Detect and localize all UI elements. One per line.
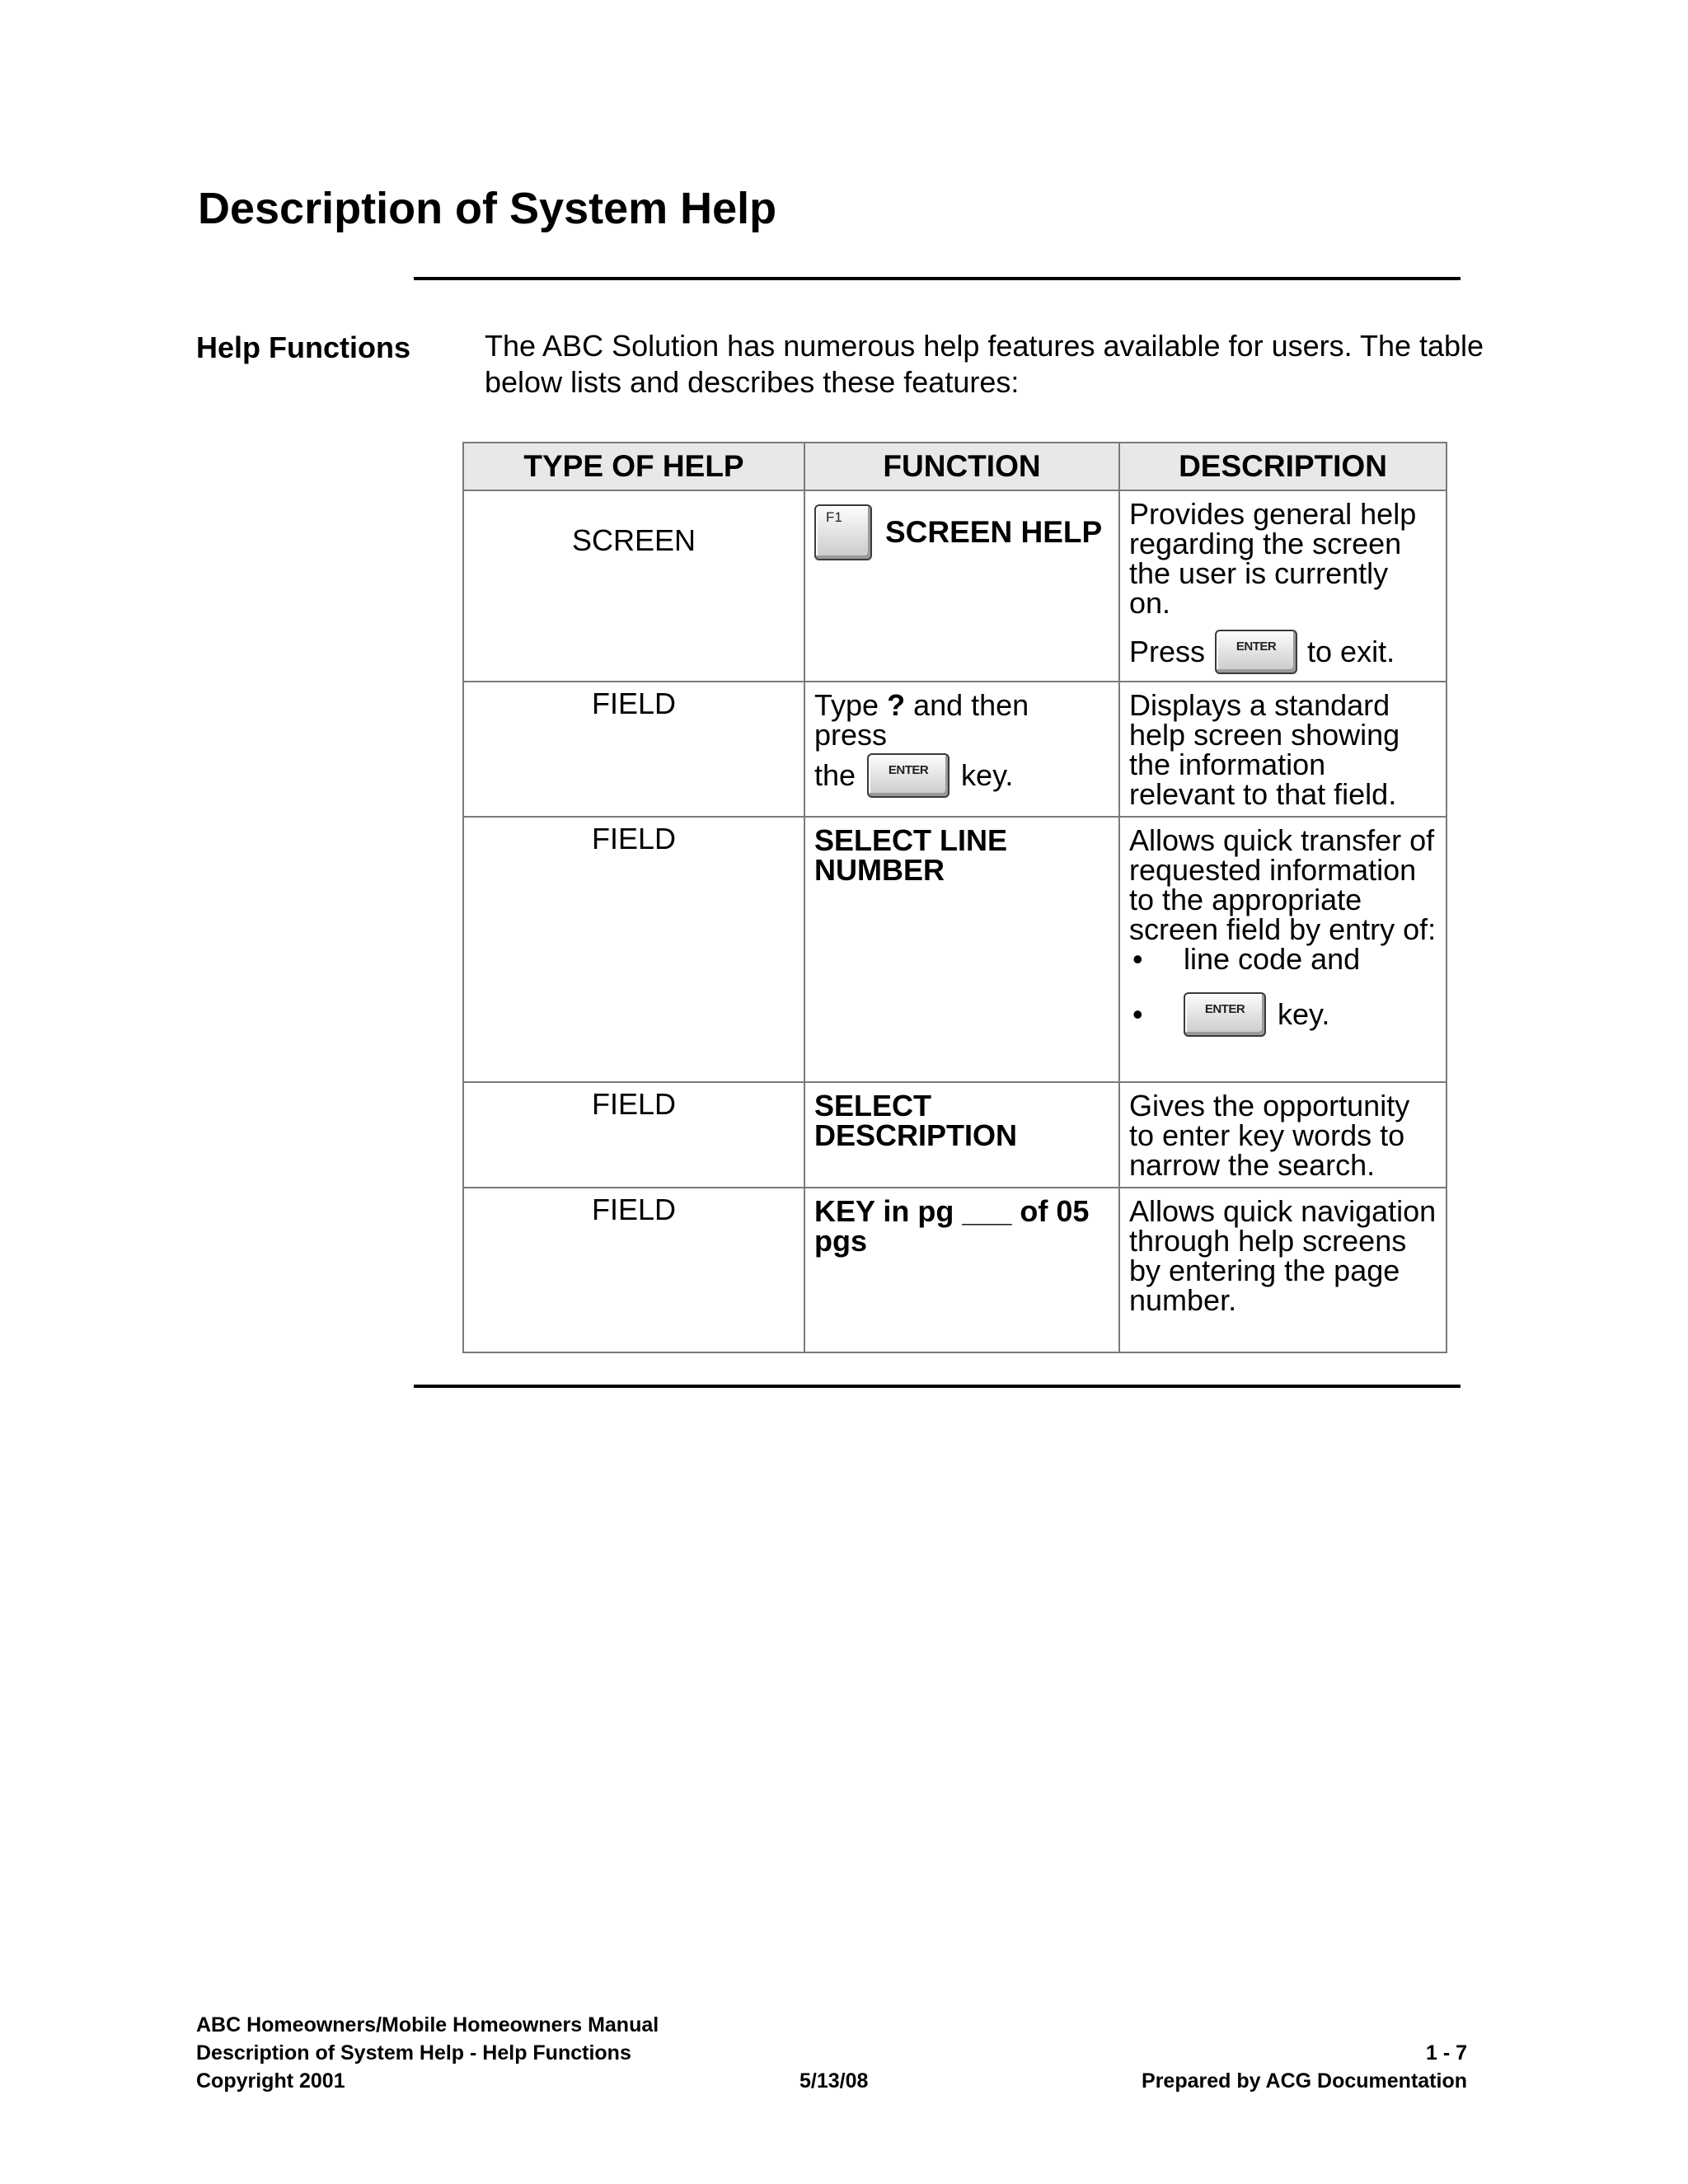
function-label: SELECT LINE NUMBER <box>814 823 1008 887</box>
function-line-2 <box>814 753 1109 798</box>
question-mark-text: ? <box>887 688 906 722</box>
type-cell <box>463 682 804 817</box>
type-text: FIELD <box>591 1193 677 1226</box>
bullet-text: key. <box>1278 997 1330 1031</box>
enter-key-icon: ENTER <box>1215 630 1297 674</box>
description-text: Provides general help regarding the screen the user is currently on. <box>1129 497 1417 620</box>
intro-paragraph: The ABC Solution has numerous help features available for users. The table below lists and describes these features: <box>485 329 1484 399</box>
footer-date: 5/13/08 <box>799 2069 869 2093</box>
description-cell <box>1119 682 1447 817</box>
type-cell <box>463 817 804 1082</box>
function-cell <box>804 1082 1119 1188</box>
table-row <box>463 817 1447 1082</box>
footer-prepared-by: Prepared by ACG Documentation <box>1142 2069 1467 2093</box>
footer-copyright: Copyright 2001 <box>196 2069 345 2093</box>
function-cell <box>804 1188 1119 1352</box>
header-description: DESCRIPTION <box>1119 443 1447 490</box>
bullet-icon: • <box>1132 997 1143 1031</box>
bullet-icon: • <box>1132 942 1143 976</box>
description-text: Gives the opportunity to enter key words to narrow the search. <box>1129 1089 1410 1182</box>
description-text: Displays a standard help screen showing the information relevant to that field. <box>1129 688 1400 811</box>
type-text: SCREEN <box>571 523 696 557</box>
function-cell <box>804 817 1119 1082</box>
table-row <box>463 1188 1447 1352</box>
description-cell <box>1119 490 1447 682</box>
description-text: Allows quick transfer of requested information to the appropriate screen field by entry of: <box>1129 823 1437 946</box>
type-cell <box>463 490 804 682</box>
table-header-row <box>463 443 1447 490</box>
footer-left <box>196 2011 659 2095</box>
function-text: and then press <box>814 688 1029 752</box>
type-cell <box>463 1188 804 1352</box>
type-text: FIELD <box>591 822 677 855</box>
footer-right <box>1142 2039 1467 2095</box>
page-title: Description of System Help <box>198 184 777 233</box>
function-cell <box>804 682 1119 817</box>
enter-key-icon: ENTER <box>1184 992 1266 1037</box>
header-type-of-help: TYPE OF HELP <box>463 443 804 490</box>
press-enter-line <box>1129 630 1437 674</box>
function-text: Type <box>814 688 888 722</box>
exit-text: to exit. <box>1307 635 1395 668</box>
function-label: SELECT DESCRIPTION <box>814 1089 1018 1152</box>
type-text: FIELD <box>591 1087 677 1121</box>
type-text: FIELD <box>591 687 677 720</box>
table-row <box>463 490 1447 682</box>
bottom-divider <box>414 1385 1461 1388</box>
header-function: FUNCTION <box>804 443 1119 490</box>
description-cell <box>1119 817 1447 1082</box>
table-row <box>463 682 1447 817</box>
press-text: Press <box>1129 635 1206 668</box>
section-label: Help Functions <box>196 330 410 364</box>
table-row <box>463 1082 1447 1188</box>
function-label: SCREEN HELP <box>885 515 1103 549</box>
list-item <box>1129 992 1437 1037</box>
description-cell <box>1119 1082 1447 1188</box>
footer-page-number: 1 - 7 <box>1425 2041 1467 2064</box>
type-cell <box>463 1082 804 1188</box>
footer-section: Description of System Help - Help Functions <box>196 2041 631 2064</box>
function-line-1 <box>814 688 1109 752</box>
description-text: Allows quick navigation through help screens by entering the page number. <box>1129 1194 1437 1317</box>
function-text: key. <box>961 758 1014 792</box>
footer-manual-title: ABC Homeowners/Mobile Homeowners Manual <box>196 2013 659 2036</box>
bullet-text: line code and <box>1184 942 1361 976</box>
description-cell <box>1119 1188 1447 1352</box>
list-item <box>1129 944 1437 974</box>
function-text: the <box>814 758 856 792</box>
f1-function <box>814 504 1109 560</box>
top-divider <box>414 277 1461 280</box>
bullet-list <box>1129 944 1437 1037</box>
enter-key-icon: ENTER <box>867 753 950 798</box>
function-label: KEY in pg ___ of 05 pgs <box>814 1194 1090 1258</box>
f1-key-icon: F1 <box>814 504 872 560</box>
help-functions-table <box>462 442 1447 1353</box>
function-cell <box>804 490 1119 682</box>
